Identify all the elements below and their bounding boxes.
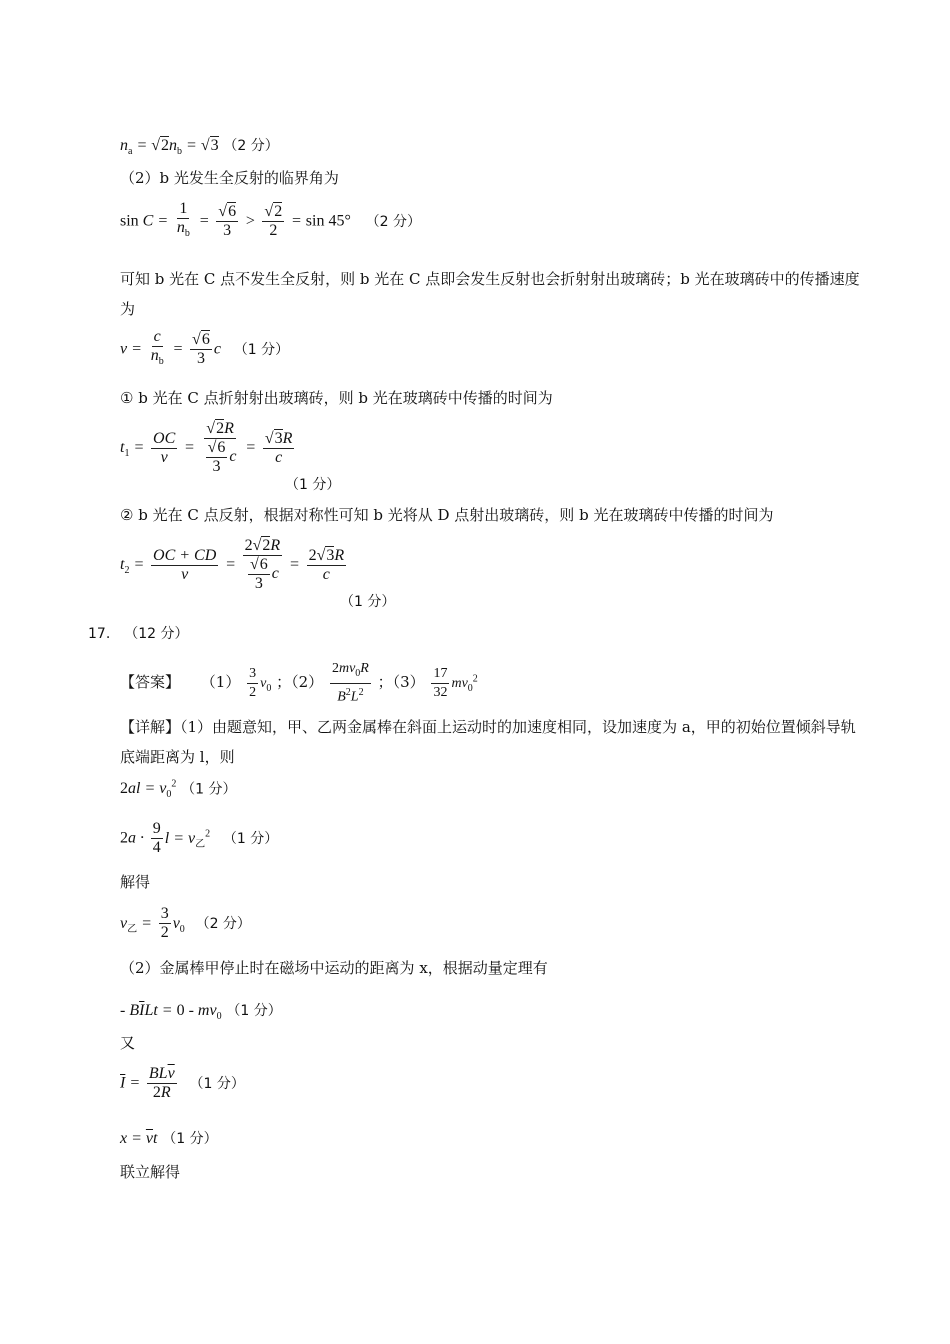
- eq-avg-current: $\overline{I}$ = $\frac{BL\overline{v}}{2R}$ （1 分）: [120, 1065, 245, 1101]
- eq-2a-9-4: 2a · $\frac{9}{4}$ $l = v_乙^2$ （1 分）: [120, 820, 279, 856]
- lianli-text: 联立解得: [120, 1163, 181, 1181]
- paragraph-no-total-reflection: 可知 b 光在 C 点不发生全反射，则 b 光在 C 点即会发生反射也会折射射出玻璃砖；b 光在玻璃砖中的传播速度为: [120, 270, 860, 318]
- eq-critical-angle: sin C = $\frac{1}{n_b}$ = $\frac{√6}{3}$ > $\frac{√2}{2}$ = sin 45° （2 分）: [120, 200, 421, 240]
- eq-t2: $t_2$ = $\frac{OC + CD}{v}$ = 2√2R $\frac{√6}{3}$ c = $\frac{2√3R}{c}$: [120, 537, 345, 592]
- points-label: （2 分）: [195, 915, 251, 932]
- points-label: （2 分）: [223, 138, 279, 154]
- points-label: （1 分）: [162, 1131, 218, 1147]
- answer-label: 【答案】: [120, 673, 181, 692]
- points-label: （1 分）: [189, 1075, 245, 1092]
- you-text: 又: [120, 1034, 136, 1052]
- points-label: （1 分）: [233, 341, 290, 358]
- points-label: （1 分）: [340, 594, 396, 610]
- eq-v-yi: $v_乙$ = $\frac{3}{2}$ $v_0$ （2 分）: [120, 905, 251, 941]
- eq-speed: v = $\frac{c}{n_b}$ = $\frac{√6}{3}$ c （1 分）: [120, 328, 290, 368]
- question-number: 17. （12 分）: [88, 626, 189, 642]
- eq-x-vt: $x = \overline{v}t$ （1 分）: [120, 1130, 218, 1147]
- case-2-text: ② b 光在 C 点反射，根据对称性可知 b 光将从 D 点射出玻璃砖，则 b 光在玻璃砖中传播的时间为: [120, 506, 774, 524]
- answer-line: 【答案】 （1） $\frac{3}{2}$ $v_0$ ；（2） $\frac{2mv_0R}{B^2L^2}$ ；（3） $\frac{17}{32}$ $mv_0^2$: [120, 661, 478, 705]
- section-2-intro: （2）b 光发生全反射的临界角为: [120, 169, 339, 187]
- eq-t1: $t_1$ = $\frac{OC}{v}$ = √2R $\frac{√6}{3}$ c = $\frac{√3R}{c}$: [120, 420, 293, 475]
- points-label: （2 分）: [365, 213, 421, 230]
- solve-text: 解得: [120, 873, 151, 891]
- eq-2al: $2al = v_0^2$ （1 分）: [120, 779, 237, 801]
- points-label: （1 分）: [226, 1003, 282, 1019]
- section-2-text: （2）金属棒甲停止时在磁场中运动的距离为 x，根据动量定理有: [120, 959, 548, 977]
- detail-paragraph: 【详解】（1）由题意知，甲、乙两金属棒在斜面上运动时的加速度相同，设加速度为 a，甲的初始位置倾斜导轨底端距离为 l，则: [120, 718, 856, 766]
- detail-label: 【详解】: [120, 718, 181, 736]
- points-label: （1 分）: [181, 781, 237, 798]
- points-label: （1 分）: [222, 830, 279, 847]
- points-label: （1 分）: [285, 477, 341, 493]
- eq-refractive-index: $n_a = √2n_b = √3$ （2 分）: [120, 137, 279, 158]
- case-1-text: ① b 光在 C 点折射射出玻璃砖，则 b 光在玻璃砖中传播的时间为: [120, 389, 553, 407]
- eq-momentum: - $B\overline{I}Lt = 0 - mv_0$ （1 分）: [120, 1002, 282, 1023]
